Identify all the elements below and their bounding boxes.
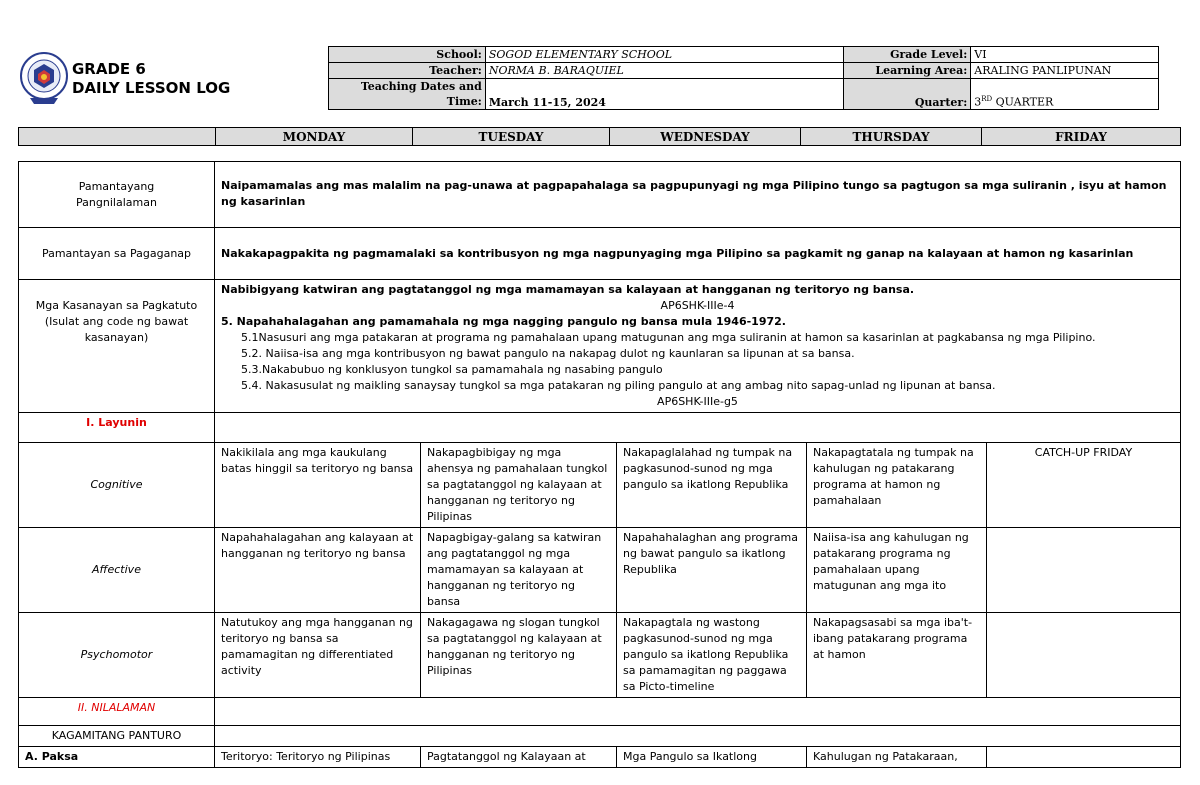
pamantayang-pangnilalaman-text: Naipamamalas ang mas malalim na pag-unawa at pagpapahalaga sa pagpupunyagi ng mga Pilipino tungo sa pagtugon sa mga suliranin , isyu at hamon ng kasarinlan [215,162,1181,228]
paksa-wednesday: Mga Pangulo sa Ikatlong [617,747,807,768]
psychomotor-friday [987,613,1181,698]
cognitive-monday: Nakikilala ang mga kaukulang batas hinggil sa teritoryo ng bansa [215,443,421,528]
affective-friday [987,528,1181,613]
day-wednesday: WEDNESDAY [610,128,801,146]
quarter-suffix: RD [981,95,993,104]
dates-label-line-1: Teaching Dates and [360,80,482,93]
lesson-plan-table [18,161,1181,768]
kasanayan-sub-1: 5.1Nasusuri ang mga patakaran at programa ng pamahalaan upang matugunan ang mga suliranin at hamon sa kasarinlan at pagkabansa ng mga Pilipino. [241,331,1096,344]
daily-lesson-log-title: DAILY LESSON LOG [72,79,231,97]
deped-seal-icon [20,50,68,108]
kasanayan-sub-4: 5.4. Nakasusulat ng maikling sanaysay tungkol sa mga patakaran ng piling pangulo at ang ambag nito sapag-unlad ng lipunan at bansa. [241,379,996,392]
kasanayan-label [19,280,215,413]
affective-monday: Napahahalagahan ang kalayaan at hangganan ng teritoryo ng bansa [215,528,421,613]
kasanayan-sub-3: 5.3.Nakabubuo ng konklusyon tungkol sa pamamahala ng nasabing pangulo [241,363,663,376]
kasanayan-objective-1: Nabibigyang katwiran ang pagtatanggol ng mga mamamayan sa kalayaan at hangganan ng teritoryo ng bansa. [221,283,915,296]
kagamitan-label: KAGAMITANG PANTURO [19,726,215,747]
kagamitan-blank [215,726,1181,747]
dates-label [329,79,486,110]
pamantayan-pagganap-text: Nakakapagpakita ng pagmamalaki sa kontribusyon ng mga nagpunyaging mga Pilipino sa pagkamit ng ganap na kalayaan at hamon ng kasarinlan [215,228,1181,280]
affective-wednesday: Napahahalaghan ang programa ng bawat pangulo sa ikatlong Republika [617,528,807,613]
cognitive-friday: CATCH-UP FRIDAY [987,443,1181,528]
school-label: School: [329,47,486,63]
pamantayang-label-line-1: Pamantayang [78,179,155,193]
psychomotor-thursday: Nakapagsasabi sa mga iba't-ibang patakarang programa at hamon [807,613,987,698]
cognitive-tuesday: Nakapagbibigay ng mga ahensya ng pamahalaan tungkol sa pagtatanggol ng kalayaan at hangganan ng teritoryo ng Pilipinas [421,443,617,528]
affective-tuesday: Napagbigay-galang sa katwiran ang pagtatanggol ng mga mamamayan sa kalayaan at hangganan ng teritoryo ng bansa [421,528,617,613]
grade-level-value: VI [971,47,1159,63]
paksa-monday: Teritoryo: Teritoryo ng Pilipinas [215,747,421,768]
kasanayan-label-line-1: Mga Kasanayan sa Pagkatuto [35,299,198,312]
learning-area-value: ARALING PANLIPUNAN [971,63,1159,79]
dates-label-line-2: Time: [446,95,482,108]
kasanayan-code-2: AP6SHK-IIIe-g5 [657,395,738,408]
layunin-blank [215,413,1181,443]
quarter-label: Quarter: [843,79,971,110]
grade-level-label: Grade Level: [843,47,971,63]
pamantayan-pagganap-label: Pamantayan sa Pagaganap [19,228,215,280]
psychomotor-monday: Natutukoy ang mga hangganan ng teritoryo ng bansa sa pamamagitan ng differentiated activity [215,613,421,698]
kasanayan-objective-2: 5. Napahahalagahan ang pamamahala ng mga nagging pangulo ng bansa mula 1946-1972. [221,315,786,328]
weekday-header [18,127,1181,146]
log-title-block [72,60,230,98]
paksa-friday [987,747,1181,768]
header-info-table [328,46,1159,110]
grade-title: GRADE 6 [72,60,146,78]
pamantayang-label-line-2: Pangnilalaman [76,195,157,209]
cognitive-thursday: Nakapagtatala ng tumpak na kahulugan ng patakarang programa at hamon ng pamahalaan [807,443,987,528]
cognitive-label: Cognitive [19,443,215,528]
pamantayang-pangnilalaman-label [19,162,215,228]
psychomotor-tuesday: Nakagagawa ng slogan tungkol sa pagtatanggol ng kalayaan at hangganan ng teritoryo ng Pilipinas [421,613,617,698]
dates-value: March 11-15, 2024 [485,79,843,110]
day-thursday: THURSDAY [801,128,982,146]
day-friday: FRIDAY [982,128,1181,146]
quarter-number: 3 [974,96,982,109]
nilalaman-label: II. NILALAMAN [19,698,215,726]
cognitive-wednesday: Nakapaglalahad ng tumpak na pagkasunod-sunod ng mga pangulo sa ikatlong Republika [617,443,807,528]
nilalaman-blank [215,698,1181,726]
kasanayan-label-line-2: (Isulat ang code ng bawat [44,315,189,328]
learning-area-label: Learning Area: [843,63,971,79]
kasanayan-code-1: AP6SHK-IIIe-4 [660,299,735,312]
paksa-label: A. Paksa [19,747,215,768]
psychomotor-wednesday: Nakapagtala ng wastong pagkasunod-sunod ng mga pangulo sa ikatlong Republika sa pamamagitan ng paggawa sa Picto-timeline [617,613,807,698]
school-value: SOGOD ELEMENTARY SCHOOL [485,47,843,63]
paksa-tuesday: Pagtatanggol ng Kalayaan at [421,747,617,768]
kasanayan-label-line-3: kasanayan) [84,331,149,344]
affective-label: Affective [19,528,215,613]
day-monday: MONDAY [216,128,413,146]
quarter-word: QUARTER [992,96,1054,109]
layunin-label: I. Layunin [19,413,215,443]
paksa-thursday: Kahulugan ng Patakaraan, [807,747,987,768]
quarter-value [971,79,1159,110]
affective-thursday: Naiisa-isa ang kahulugan ng patakarang programa ng pamahalaan upang matugunan ang mga ito [807,528,987,613]
teacher-label: Teacher: [329,63,486,79]
day-tuesday: TUESDAY [413,128,610,146]
kasanayan-content [215,280,1181,413]
weekday-header-blank [19,128,216,146]
kasanayan-sub-2: 5.2. Naiisa-isa ang mga kontribusyon ng bawat pangulo na nakapag dulot ng kaunlaran sa lipunan at sa bansa. [241,347,855,360]
psychomotor-label: Psychomotor [19,613,215,698]
teacher-value: NORMA B. BARAQUIEL [485,63,843,79]
